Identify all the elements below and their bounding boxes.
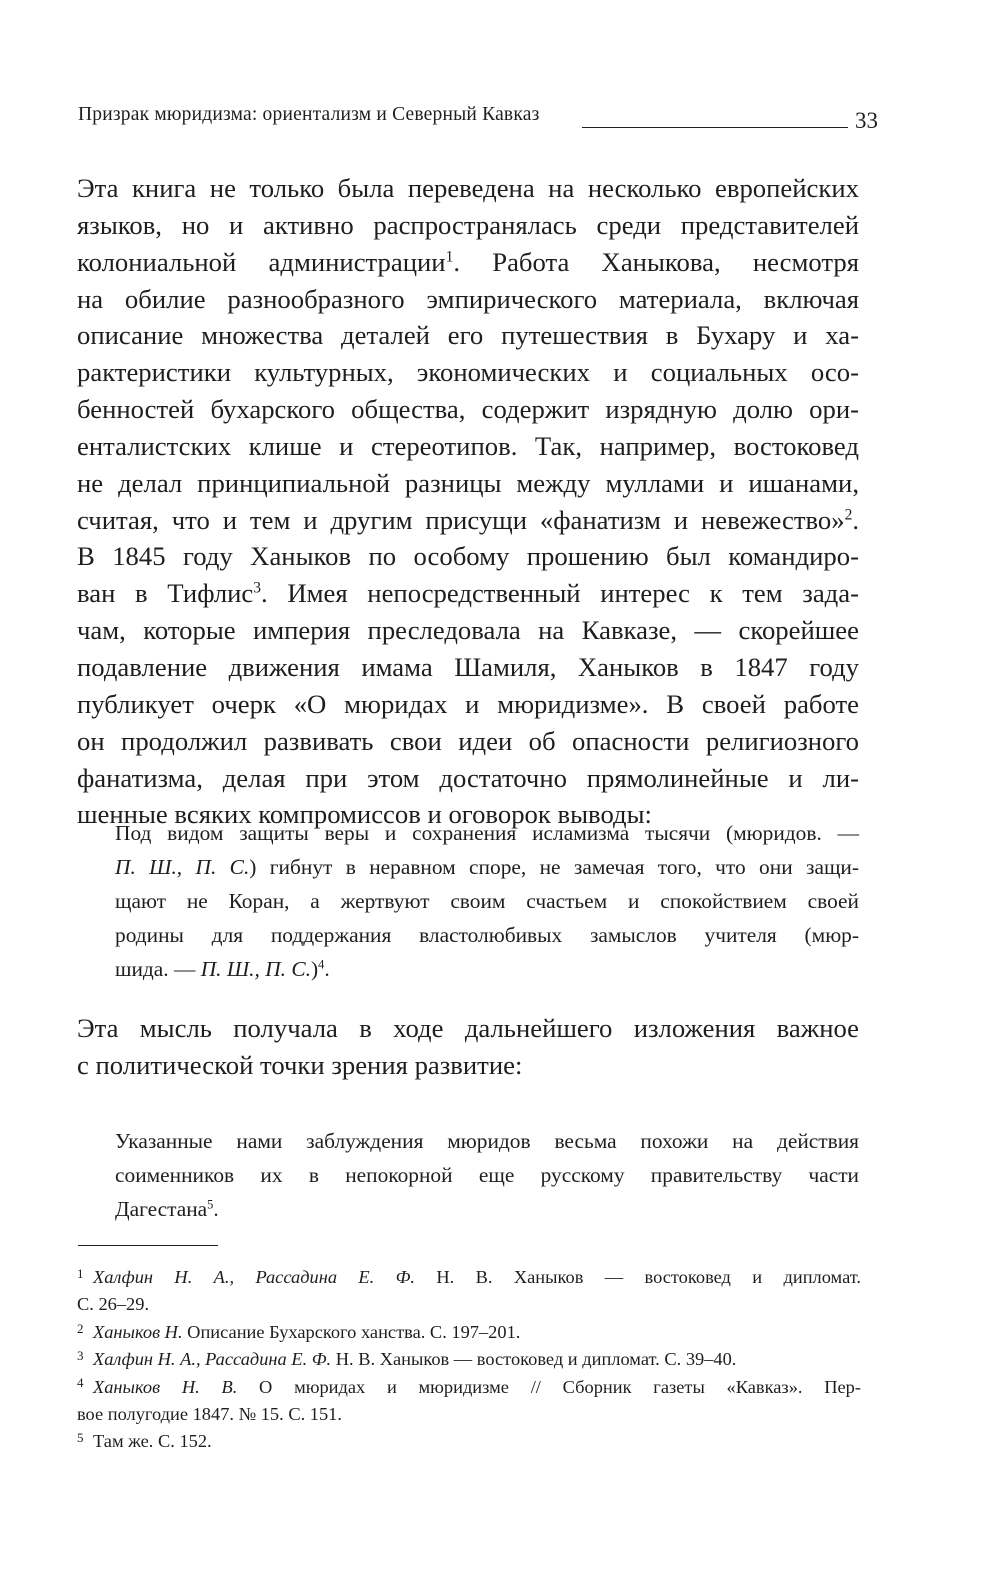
text-run: . xyxy=(852,504,859,535)
quote-line: соименников их в непокорной еще русскому правительству части xyxy=(115,1163,859,1187)
text-line: языков, но и активно распространялась среди представителей xyxy=(77,209,859,240)
footnote-3: 3 Халфин Н. А., Рассадина Е. Ф. Н. В. Ханыков — востоковед и дипломат. С. 39–40. xyxy=(77,1348,737,1370)
footnote-author: Ханыков Н. В. xyxy=(93,1376,238,1397)
text-line: рактеристики культурных, экономических и социальных осо- xyxy=(77,357,859,388)
header-rule xyxy=(582,127,848,128)
footnote-text: Н. В. Ханыков — востоковед и дипломат. xyxy=(415,1267,862,1287)
quote-line xyxy=(115,1192,859,1226)
running-title: Призрак мюридизма: ориентализм и Северный Кавказ xyxy=(78,104,540,125)
text-run: ) гибнут в неравном споре, не замечая того, что они защи- xyxy=(249,855,859,879)
footnote-author: Ханыков Н. xyxy=(93,1321,183,1342)
footnote-line: 1 Халфин Н. А., Рассадина Е. Ф. Н. В. Ханыков — востоковед и дипломат. xyxy=(77,1265,862,1287)
block-quote-2 xyxy=(115,1124,859,1226)
block-quote-1 xyxy=(115,816,859,986)
text-run: колониальной администрации xyxy=(77,246,446,277)
paragraph-second xyxy=(77,1010,859,1084)
footnote-4 xyxy=(77,1374,861,1429)
quote-line: Под видом защиты веры и сохранения исламизма тысячи (мюридов. — xyxy=(115,821,859,845)
text-line xyxy=(77,244,859,281)
text-run: ван в Тифлис xyxy=(77,578,254,609)
text-line xyxy=(77,502,859,539)
text-line: подавление движения имама Шамиля, Ханыков в 1847 году xyxy=(77,651,859,682)
text-line: не делал принципиальной разницы между муллами и ишанами, xyxy=(77,467,859,498)
footnote-ref: 1 xyxy=(445,248,454,266)
text-line: Эта книга не только была переведена на несколько европейских xyxy=(77,173,859,203)
text-line: бенностей бухарского общества, содержит изрядную долю ори- xyxy=(77,394,859,425)
text-run: . Работа Ханыкова, несмотря xyxy=(453,246,859,277)
text-line: фанатизма, делая при этом достаточно прямолинейные и ли- xyxy=(77,762,859,793)
text-run: шида. — xyxy=(115,957,201,981)
quote-line: родины для поддержания властолюбивых замыслов учителя (мюр- xyxy=(115,923,859,947)
text-line: публикует очерк «О мюридах и мюридизме». В своей работе xyxy=(77,688,859,719)
footnote-5: 5 Там же. С. 152. xyxy=(77,1430,212,1452)
italic-run: П. Ш., П. С. xyxy=(115,855,250,879)
footnotes xyxy=(77,1264,861,1456)
text-line xyxy=(77,575,859,612)
quote-line: Указанные нами заблуждения мюридов весьма похожи на действия xyxy=(115,1129,859,1153)
text-line: с политической точки зрения развитие: xyxy=(77,1049,523,1080)
footnote-line: 4 Ханыков Н. В. О мюридах и мюридизме // Сборник газеты «Кавказ». Пер- xyxy=(77,1375,861,1397)
footnote-continuation: вое полугодие 1847. № 15. С. 151. xyxy=(77,1404,342,1425)
text-run: . xyxy=(324,957,330,981)
footnote-ref: 4 xyxy=(318,957,325,972)
quote-line xyxy=(115,850,859,884)
page-number: 33 xyxy=(855,108,878,133)
text-run: . Имея непосредственный интерес к тем зада- xyxy=(261,578,859,609)
text-run: считая, что и тем и другим присущи «фанатизм и невежество» xyxy=(77,504,845,535)
text-line: шенные всяких компромиссов и оговорок выводы: xyxy=(77,799,652,830)
footnote-ref: 2 xyxy=(844,506,853,523)
text-line: енталистских клише и стереотипов. Так, например, востоковед xyxy=(77,430,859,461)
footnote-ref: 3 xyxy=(253,579,262,597)
footnote-continuation: С. 26–29. xyxy=(77,1294,150,1315)
text-line: В 1845 году Ханыков по особому прошению был командиро- xyxy=(77,541,859,572)
footnote-author: Халфин Н. А., Рассадина Е. Ф. xyxy=(93,1267,416,1287)
footnote-1 xyxy=(77,1264,861,1319)
text-line: чам, которые империя преследовала на Кавказе, — скорейшее xyxy=(77,615,859,646)
text-line: он продолжил развивать свои идеи об опасности религиозного xyxy=(77,725,859,756)
text-run: Дагестана xyxy=(115,1197,208,1221)
footnote-ref: 5 xyxy=(207,1197,214,1212)
text-line: на обилие разнообразного эмпирического материала, включая xyxy=(77,283,859,314)
quote-line: щают не Коран, а жертвуют своим счастьем и спокойствием своей xyxy=(115,889,859,913)
quote-line xyxy=(115,952,859,986)
italic-run: П. Ш., П. С. xyxy=(200,957,311,981)
footnote-rule xyxy=(78,1245,218,1246)
footnote-text: О мюридах и мюридизме // Сборник газеты «Кавказ». Пер- xyxy=(237,1376,861,1397)
text-line: описание множества деталей его путешествия в Бухару и ха- xyxy=(77,320,859,351)
footnote-author: Халфин Н. А., Рассадина Е. Ф. xyxy=(93,1349,332,1370)
footnote-text: Описание Бухарского ханства. С. 197–201. xyxy=(182,1321,521,1342)
text-run: ) xyxy=(311,957,319,981)
footnote-2: 2 Ханыков Н. Описание Бухарского ханства. С. 197–201. xyxy=(77,1320,521,1342)
footnote-text: Там же. С. 152. xyxy=(93,1431,212,1452)
text-line: Эта мысль получала в ходе дальнейшего изложения важное xyxy=(77,1013,859,1043)
page-header xyxy=(78,104,878,134)
text-run: . xyxy=(213,1197,219,1221)
footnote-text: Н. В. Ханыков — востоковед и дипломат. С. 39–40. xyxy=(331,1349,737,1370)
paragraph-main xyxy=(77,170,859,833)
